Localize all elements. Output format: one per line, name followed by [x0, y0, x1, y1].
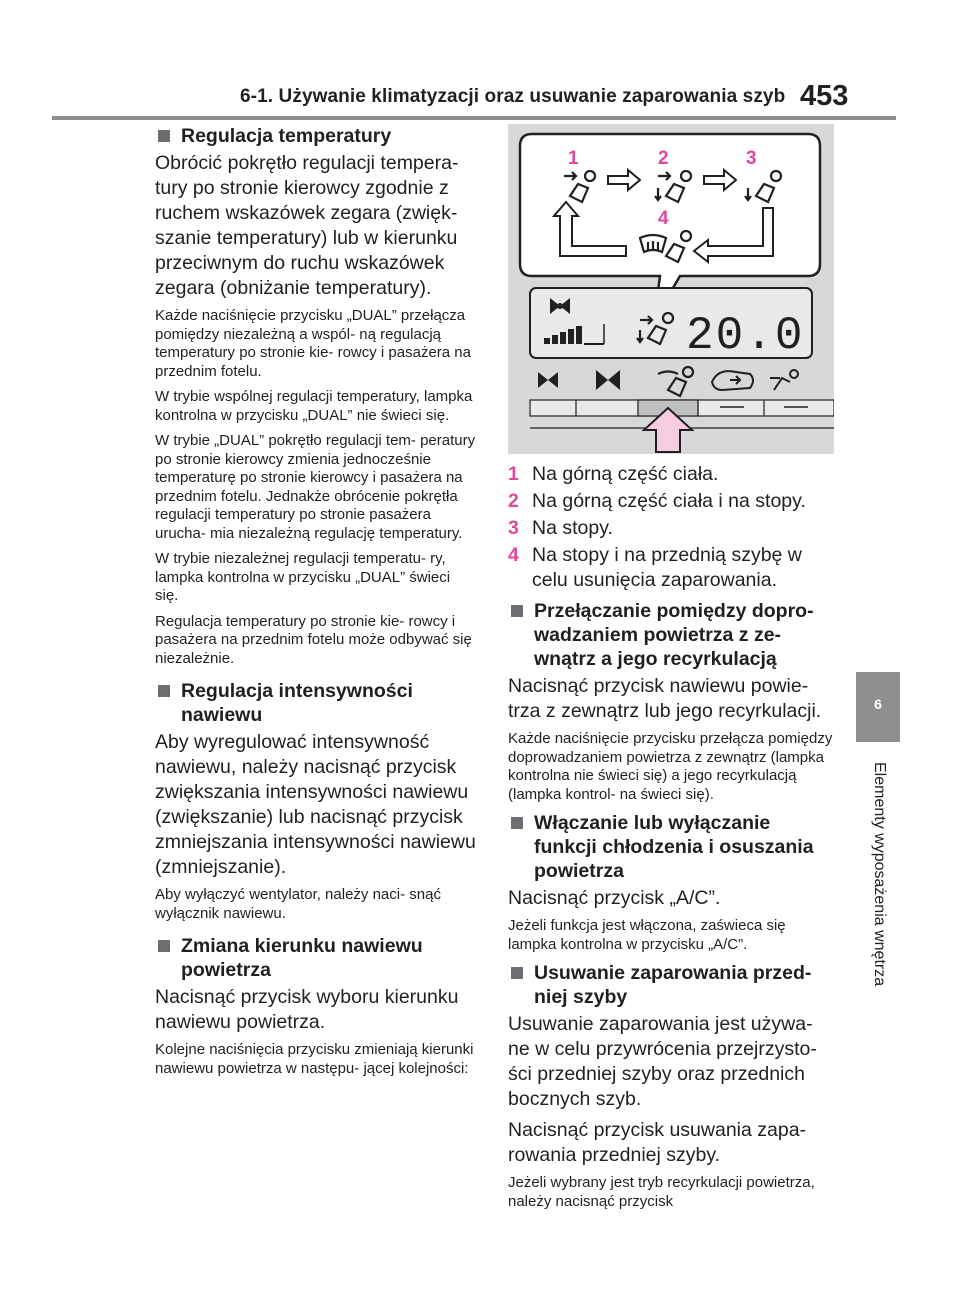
section-heading: Regulacja temperatury — [155, 124, 477, 148]
note: Kolejne naciśnięcia przycisku zmieniają kierunki nawiewu powietrza w następu- jącej kolejności: — [155, 1041, 474, 1077]
note: W trybie wspólnej regulacji temperatury, lampka kontrolna w przycisku „DUAL” nie świeci się. — [155, 388, 473, 424]
paragraph: Nacisnąć przycisk usuwania zapa- rowania przedniej szyby. — [508, 1119, 807, 1166]
paragraph: Usuwanie zaparowania jest używa- ne w celu przywrócenia przejrzysto- ści przedniej szyby oraz przednich bocznych szyb. — [508, 1013, 817, 1110]
note: W trybie niezależnej regulacji temperatu- ry, lampka kontrolna w przycisku „DUAL” świeci się. — [155, 550, 451, 604]
note: Każde naciśnięcie przycisku „DUAL” przełącza pomiędzy niezależną a wspól- ną regulacją temperatury po stronie kie- rowcy i pasażera na przednim fotelu. — [155, 307, 471, 380]
page-number: 453 — [800, 80, 849, 112]
section-heading: Zmiana kierunku nawiewu powietrza — [155, 934, 477, 982]
note: Każde naciśnięcie przycisku przełącza pomiędzy doprowadzaniem powietrza z zewnątrz (lampka kontrolna nie świeci się) a jego recyrkulacją (lampka kontrol- na świeci się). — [508, 730, 833, 803]
note: Aby wyłączyć wentylator, należy naci- snąć wyłącznik nawiewu. — [155, 886, 441, 922]
bullet-square-icon — [158, 940, 170, 952]
climate-panel-figure — [508, 124, 834, 454]
paragraph: Obrócić pokrętło regulacji tempera- tury po stronie kierowcy zgodnie z ruchem wskazówek zegara (zwięk- szanie temperatury) lub w kierunku przeciwnym do ruchu wskazówek zegara (obniżanie temperatury). — [155, 152, 459, 299]
section-heading: Przełączanie pomiędzy dopro- wadzaniem powietrza z ze- wnątrz a jego recyrkulacją — [508, 599, 834, 671]
note: W trybie „DUAL” pokrętło regulacji tem- peratury po stronie kierowcy zmienia jednocześnie temperaturę po stronie kierowcy i pasażera na przednim fotelu. Jednakże obrócenie pokrętła regulacji temperatury po stronie pasażera urucha- mia niezależną regulację temperatury. — [155, 432, 476, 542]
chapter-side-label — [870, 762, 890, 1002]
step-number: 1 — [508, 463, 519, 485]
mode-label-3: 3 — [746, 148, 757, 169]
note: Jeżeli wybrany jest tryb recyrkulacji powietrza, należy nacisnąć przycisk — [508, 1174, 815, 1210]
ac-icon — [770, 370, 798, 390]
mode-label-4: 4 — [658, 208, 669, 229]
section-heading: Włączanie lub wyłączanie funkcji chłodzenia i osuszania powietrza — [508, 811, 834, 883]
fan-increase-icon — [596, 370, 620, 390]
chapter-title: Elementy wyposażenia wnętrza — [871, 762, 888, 987]
mode-label-1: 1 — [568, 148, 579, 169]
step-item — [508, 543, 834, 593]
step-item — [508, 462, 834, 487]
left-column — [155, 124, 477, 1085]
step-text: Na górną część ciała. — [532, 463, 719, 485]
climate-panel-illustration — [508, 124, 834, 454]
paragraph: Aby wyregulować intensywność nawiewu, należy nacisnąć przycisk zwiększania intensywności nawiewu (zwiększanie) lub nacisnąć przycisk zmniejszania intensywności nawiewu (zmniejszanie). — [155, 731, 476, 878]
recirculation-icon — [712, 371, 753, 390]
bullet-square-icon — [158, 685, 170, 697]
bullet-square-icon — [511, 605, 523, 617]
chapter-number: 6 — [874, 696, 882, 712]
step-item — [508, 516, 834, 541]
right-column — [508, 124, 834, 1218]
step-text: Na stopy. — [532, 517, 613, 539]
header-title: 6-1. Używanie klimatyzacji oraz usuwanie zaparowania szyb — [240, 86, 786, 107]
header-rule — [52, 116, 896, 120]
paragraph: Nacisnąć przycisk „A/C”. — [508, 887, 721, 909]
step-text: Na stopy i na przednią szybę w celu usunięcia zaparowania. — [532, 544, 802, 591]
bullet-square-icon — [158, 130, 170, 142]
section-heading: Usuwanie zaparowania przed- niej szyby — [508, 961, 834, 1009]
temperature-readout: 20.0 — [686, 310, 805, 362]
paragraph: Nacisnąć przycisk wyboru kierunku nawiewu powietrza. — [155, 986, 459, 1033]
paragraph: Nacisnąć przycisk nawiewu powie- trza z zewnątrz lub jego recyrkulacji. — [508, 675, 822, 722]
page-header — [0, 0, 960, 120]
step-number: 2 — [508, 490, 519, 512]
note: Regulacja temperatury po stronie kie- rowcy i pasażera na przednim fotelu może odbywać się niezależnie. — [155, 612, 472, 667]
bullet-square-icon — [511, 967, 523, 979]
mode-label-2: 2 — [658, 148, 669, 169]
note: Jeżeli funkcja jest włączona, zaświeca się lampka kontrolna w przycisku „A/C”. — [508, 917, 786, 953]
mode-button-icon — [658, 367, 693, 396]
step-item — [508, 489, 834, 514]
chapter-tab[interactable] — [856, 672, 900, 742]
section-heading: Regulacja intensywności nawiewu — [155, 679, 477, 727]
step-text: Na górną część ciała i na stopy. — [532, 490, 806, 512]
bullet-square-icon — [511, 817, 523, 829]
step-number: 4 — [508, 544, 519, 566]
step-number: 3 — [508, 517, 519, 539]
fan-decrease-icon — [538, 372, 558, 388]
